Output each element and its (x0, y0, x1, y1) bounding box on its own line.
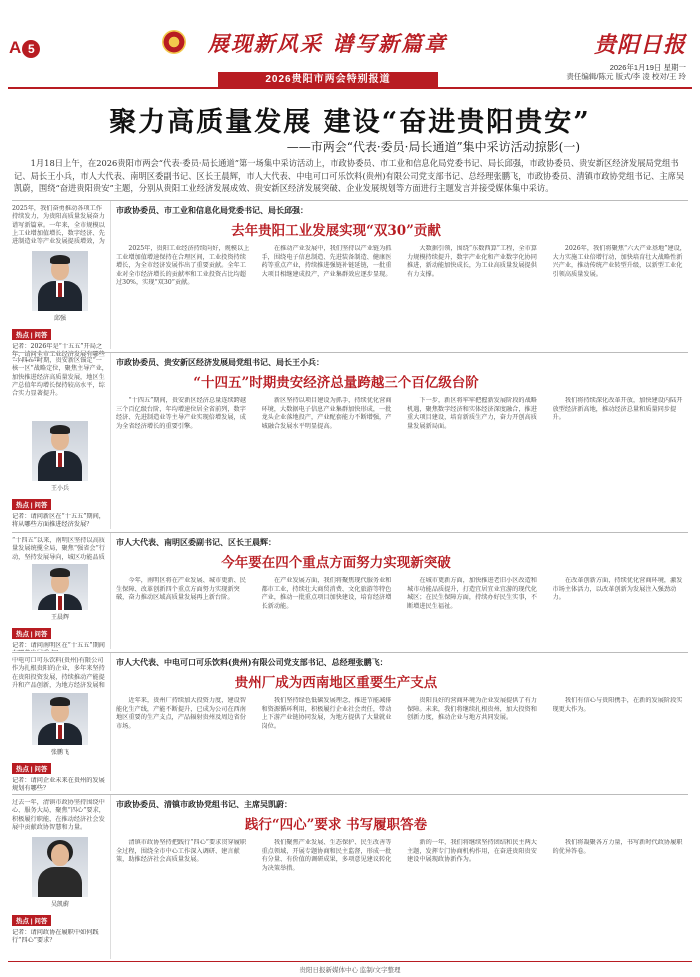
hot-qa-tag: 热点 | 问答 (12, 499, 51, 510)
hot-qa-tag: 热点 | 问答 (12, 763, 51, 774)
sidebar-intro: “十四五”以来，南明区坚持以高质量发展统揽全局，聚焦“强省会”行动，坚持发展导向，城区功能品质 (12, 537, 105, 561)
sidebar-intro: 过去一年，清镇市政协坚持围绕中心、服务大局，聚焦“四心”要求，积极履行职能，在推动经济社会发展中贡献政协智慧和力量。 (12, 799, 105, 831)
section-title: 践行“四心”要求 书写履职答卷 (244, 817, 428, 833)
section-sidebar (12, 357, 108, 531)
column-divider (110, 201, 111, 349)
body-columns (116, 839, 688, 963)
body-columns (116, 245, 688, 353)
speaker-kicker: 市政协委员、贵安新区经济发展局党组书记、局长王小兵： (116, 357, 324, 367)
portrait-caption: 邱强 (53, 315, 66, 322)
hot-qa-tag: 热点 | 问答 (12, 628, 51, 639)
emblem-icon (162, 30, 186, 54)
page-number (8, 38, 40, 58)
speaker-kicker: 市政协委员、市工业和信息化局党委书记、局长邱强： (116, 205, 308, 215)
body-column: 我们将凝聚各方力量，书写新时代政协履职的优异答卷。 (552, 839, 683, 855)
special-report-bar: 2026贵阳市两会特别报道 (218, 72, 438, 87)
body-column: 我们有信心与贵阳携手，在新的发展阶段实现更大作为。 (552, 697, 683, 713)
section-wang-chenhui (12, 532, 688, 648)
sidebar-intro: 中电可口可乐饮料(贵州)有限公司作为扎根贵阳的企业，多年来坚持在贵阳投资发展，持续推动产能提升和产品创新，为地方经济发展和 (12, 657, 105, 689)
column-divider (110, 353, 111, 529)
special-banner (190, 28, 465, 85)
body-column: “十四五”期间，贵安新区经济总量连续跨越三个百亿级台阶，年均增速位居全省前列，数字经济、先进制造业等主导产业实现倍增发展，成为全省经济增长的重要引擎。 (116, 397, 247, 430)
portrait-caption: 张鹏飞 (50, 749, 69, 756)
portrait-caption: 王晨辉 (50, 614, 69, 621)
section-sidebar (12, 537, 108, 651)
page-subhead: ——市两会“代表·委员·局长通道”集中采访活动掠影(一) (286, 140, 580, 154)
section-sidebar (12, 205, 108, 361)
section-main (116, 657, 688, 797)
speaker-kicker: 市人大代表、南明区委副书记、区长王晨辉： (116, 537, 276, 547)
body-column: 在产业发展方面，我们将聚焦现代服务业和都市工业，持续壮大商贸消费、文化旅游等特色产业，推动一批重点项目加快建设，培育经济增长新动能。 (261, 577, 392, 610)
masthead (0, 0, 700, 85)
section-wu-kaiwei (12, 794, 688, 958)
section-title: 贵州厂成为西南地区重要生产支点 (234, 675, 438, 691)
hot-qa-tag: 热点 | 问答 (12, 915, 51, 926)
body-column: 今年，南明区将在产业发展、城市更新、民生保障、改革创新四个重点方面努力实现新突破，奋力推动区域高质量发展再上新台阶。 (116, 577, 246, 602)
speaker-kicker: 市政协委员、清镇市政协党组书记、主席吴凯蔚： (116, 799, 292, 809)
page-number-badge: 5 (22, 40, 40, 58)
newspaper-brand: 贵阳日报 (593, 32, 686, 58)
body-column: 贵阳良好的营商环境为企业发展提供了有力保障。未来，我们将继续扎根贵州，加大投资和创新力度，推动企业与地方共同发展。 (407, 697, 537, 722)
body-column: 我们坚持绿色低碳发展理念，推进节能减排和资源循环利用，积极履行企业社会责任，带动上下游产业链协同发展，为地方提供了大量就业岗位。 (261, 697, 392, 730)
hot-qa-question: 记者：请问南明区在“十五五”期间 (12, 642, 105, 649)
hot-qa-question: 记者：请问政协在履职中如何践行“四心”要求？ (12, 929, 99, 945)
body-column: 在城市更新方面，加快推进老旧小区改造和城市功能品质提升，打造宜居宜业宜游的现代化城区；在民生保障方面，持续办好民生实事，不断增进民生福祉。 (407, 577, 537, 610)
page-footer: 贵阳日报新媒体中心 监制/文字整理 (299, 967, 401, 974)
hot-qa-question: 记者：请问新区在“十五五”期间，将从哪些方面推进经济发展？ (12, 513, 105, 529)
body-column: 2025年，贵阳工业经济持续向好，规模以上工业增加值增速保持在合理区间，工业投资持续增长，为全市经济发展作出了重要贡献。全年工业对全市经济增长的贡献率和工业投资占比均超过30%，实现“双30”贡献。 (116, 245, 250, 287)
section-wang-xiaobing (12, 352, 688, 528)
body-column: 清镇市政协坚持把践行“四心”要求贯穿履职全过程，围绕全市中心工作深入调研、建言献策，助推经济社会高质量发展。 (116, 839, 247, 864)
portrait-photo (32, 564, 88, 610)
page-letter: A (9, 38, 22, 57)
body-column: 我们聚焦产业发展、生态保护、民生改善等重点领域，开展专题协商和民主监督，形成一批有分量、有价值的调研成果，多项意见建议转化为决策举措。 (261, 839, 392, 872)
sidebar-intro: 2025年，我们奋勇推动各项工作持续发力，为贵阳高质量发展奋力谱写新篇章。一年来，全市规模以上工业增加值增长，数字经济、先进制造业等产业发展提质增效，为 (12, 205, 105, 245)
portrait-photo (32, 251, 88, 311)
body-column: 我们将持续深化改革开放，加快建设内陆开放型经济新高地，推动经济总量和质量同步提升。 (552, 397, 683, 422)
masthead-divider (8, 87, 692, 89)
section-sidebar (12, 799, 108, 947)
hot-qa-tag: 热点 | 问答 (12, 329, 51, 340)
column-divider (110, 653, 111, 791)
body-columns (116, 697, 688, 797)
section-zhang-pengfei (12, 652, 688, 793)
sidebar-intro: “十四五”时期，贵安新区锚定“一核一区”战略定位，聚焦主导产业，加快推进经济高质量发展，地区生产总值年均增长保持较高水平，综合实力显著提升。 (12, 357, 108, 398)
section-main (116, 357, 688, 533)
body-column: 新区坚持以项目建设为抓手，持续优化营商环境，大数据电子信息产业集群加快形成，一批龙头企业落地投产，产业配套能力不断增强，产城融合发展水平明显提高。 (261, 397, 392, 430)
body-column: 2026年，我们将聚焦“六大产业基地”建设，大力实施工业倍增行动，加快培育壮大战略性新兴产业，推动传统产业转型升级，以新型工业化引领高质量发展。 (552, 245, 686, 278)
page-headline: 聚力高质量发展 建设“奋进贵阳贵安” (109, 107, 591, 138)
section-sidebar (12, 657, 108, 794)
portrait-caption: 吴凯蔚 (50, 901, 69, 908)
portrait-photo (32, 693, 88, 745)
body-columns (116, 397, 688, 533)
body-columns (116, 577, 688, 655)
section-title: 去年贵阳工业发展实现“双30”贡献 (231, 223, 441, 239)
hot-qa-question: 记者：2026年是“十五五”开局之年，请问全市工业经济发展有哪些 (12, 343, 105, 359)
portrait-caption: 王小兵 (50, 485, 69, 492)
lede-paragraph: 1月18日上午，在2026贵阳市两会“代表·委员·局长通道”第一场集中采访活动上，市政协委员、市工业和信息化局党委书记、局长邱强，市政协委员、贵安新区经济发展局党组书记、局长王小兵，市人大代表、南明区委副书记、区长王晨辉，市人大代表、中电可口可乐饮料(贵州)有限公司党支部书记、总经理张鹏飞，市政协委员、清镇市政协党组书记、主席吴凯蔚，围绕“奋进贵阳贵安”主题，分别从贵阳工业经济发展成效、贵安新区经济发展突破、企业发展规划等方面进行主题发言并接受媒体集中采访。 (14, 158, 685, 193)
speaker-kicker: 市人大代表、中电可口可乐饮料(贵州)有限公司党支部书记、总经理张鹏飞： (116, 657, 388, 667)
portrait-photo (32, 421, 88, 481)
body-column: 新的一年，我们将继续坚持团结和民主两大主题，发挥专门协商机构作用，在奋进贵阳贵安建设中展现政协新作为。 (407, 839, 537, 864)
section-qiu-qiang (12, 200, 688, 359)
footer-divider (8, 961, 692, 962)
body-column: 下一步，新区将牢牢把握新发展阶段的战略机遇，聚焦数字经济和实体经济深度融合，推进重大项目建设，培育新质生产力，奋力开创高质量发展新局面。 (407, 397, 537, 430)
section-main (116, 537, 688, 655)
body-column: 大数据引领，围绕“东数西算”工程，全市算力规模持续提升，数字产业化和产业数字化协同推进，新动能加快成长，为工业高质量发展提供有力支撑。 (407, 245, 538, 278)
section-title: “十四五”时期贵安经济总量跨越三个百亿级台阶 (193, 375, 479, 391)
section-main (116, 205, 688, 353)
banner-slogan: 展现新风采 谱写新篇章 (207, 31, 448, 56)
body-column: 在改革创新方面，持续优化营商环境，激发市场主体活力，以改革创新为发展注入强劲动力。 (552, 577, 683, 602)
issue-date: 2026年1月19日 星期一 (609, 63, 686, 72)
portrait-photo (32, 837, 88, 897)
hot-qa-question: 记者：请问企业未来在贵州的发展规划有哪些？ (12, 777, 105, 793)
body-column: 在推动产业发展中，我们坚持以产业链为抓手，围绕电子信息制造、先进装备制造、健康医药等重点产业，持续推进强链补链延链，一批重大项目相继建成投产，产业集群效应逐步显现。 (261, 245, 392, 278)
editor-credits: 责任编辑/陈元 版式/李 凌 校对/王 玲 (566, 72, 686, 81)
body-column: 近年来，贵州厂持续加大投资力度，建设智能化生产线，产能不断提升，已成为公司在西南地区重要的生产支点，产品辐射贵州及周边省份市场。 (116, 697, 246, 730)
section-title: 今年要在四个重点方面努力实现新突破 (221, 555, 451, 571)
section-main (116, 799, 688, 963)
column-divider (110, 533, 111, 649)
column-divider (110, 795, 111, 959)
